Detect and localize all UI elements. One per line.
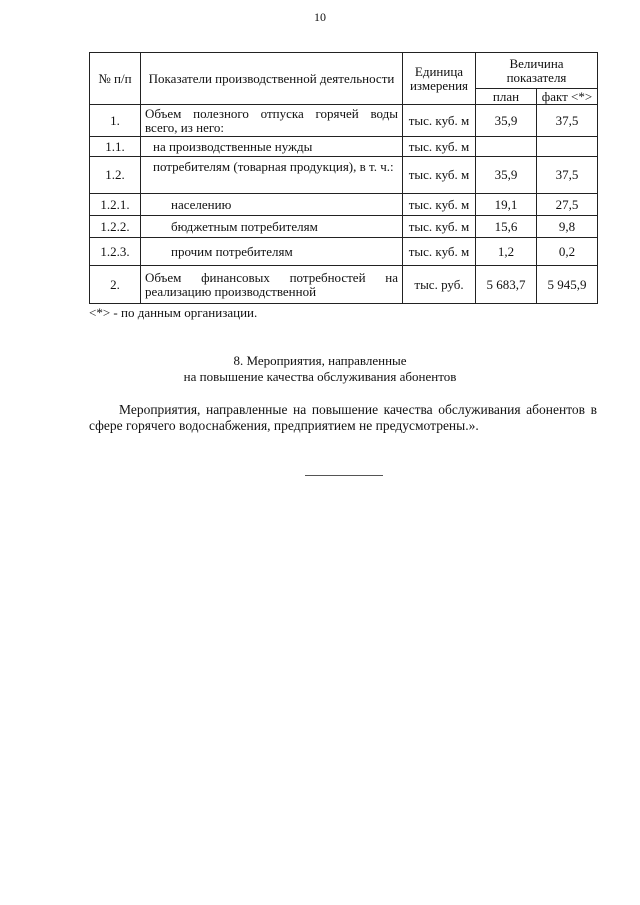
table-row xyxy=(90,137,598,157)
table-row xyxy=(90,157,598,194)
row-fact: 9,8 xyxy=(537,216,598,238)
row-name: потребителям (товарная продукция), в т. ч.: xyxy=(141,157,403,194)
row-plan: 5 683,7 xyxy=(476,266,537,304)
section-title-line1: 8. Мероприятия, направленные xyxy=(233,353,407,368)
row-name: на производственные нужды xyxy=(141,137,403,157)
row-plan: 19,1 xyxy=(476,194,537,216)
row-number: 1.1. xyxy=(90,137,141,157)
row-number: 1.2.2. xyxy=(90,216,141,238)
row-unit: тыс. куб. м xyxy=(403,194,476,216)
table-footnote: <*> - по данным организации. xyxy=(89,305,258,320)
row-plan: 35,9 xyxy=(476,157,537,194)
section-title xyxy=(0,353,640,385)
row-unit: тыс. куб. м xyxy=(403,157,476,194)
row-plan: 15,6 xyxy=(476,216,537,238)
row-number: 1.2. xyxy=(90,157,141,194)
header-value: Величина показателя xyxy=(476,53,598,89)
page-number: 10 xyxy=(314,10,326,24)
row-plan: 1,2 xyxy=(476,238,537,266)
row-fact: 5 945,9 xyxy=(537,266,598,304)
header-number: № п/п xyxy=(90,53,141,105)
header-unit: Единица измерения xyxy=(403,53,476,105)
end-divider xyxy=(305,475,383,476)
table-row xyxy=(90,105,598,137)
indicators-table xyxy=(89,52,598,304)
row-number: 1. xyxy=(90,105,141,137)
row-plan xyxy=(476,137,537,157)
row-fact: 27,5 xyxy=(537,194,598,216)
row-unit: тыс. куб. м xyxy=(403,216,476,238)
row-name: населению xyxy=(141,194,403,216)
table-row xyxy=(90,238,598,266)
row-name: бюджетным потребителям xyxy=(141,216,403,238)
row-number: 1.2.1. xyxy=(90,194,141,216)
row-unit: тыс. куб. м xyxy=(403,238,476,266)
row-fact: 37,5 xyxy=(537,105,598,137)
row-unit: тыс. руб. xyxy=(403,266,476,304)
section-body: Мероприятия, направленные на повышение качества обслуживания абонентов в сфере горячего водоснабжения, предприятием не предусмотрены.». xyxy=(89,402,597,433)
table-row xyxy=(90,194,598,216)
row-number: 2. xyxy=(90,266,141,304)
header-fact: факт <*> xyxy=(537,89,598,105)
row-unit: тыс. куб. м xyxy=(403,105,476,137)
row-name: Объем полезного отпуска горячей воды всего, из него: xyxy=(141,105,403,137)
row-name: прочим потребителям xyxy=(141,238,403,266)
header-indicator: Показатели производственной деятельности xyxy=(141,53,403,105)
row-plan: 35,9 xyxy=(476,105,537,137)
table-row xyxy=(90,216,598,238)
header-plan: план xyxy=(476,89,537,105)
table-row xyxy=(90,266,598,304)
row-unit: тыс. куб. м xyxy=(403,137,476,157)
row-name: Объем финансовых потребностей на реализацию производственной xyxy=(141,266,403,304)
row-fact: 37,5 xyxy=(537,157,598,194)
row-fact xyxy=(537,137,598,157)
section-title-line2: на повышение качества обслуживания абонентов xyxy=(183,369,457,384)
row-number: 1.2.3. xyxy=(90,238,141,266)
row-fact: 0,2 xyxy=(537,238,598,266)
